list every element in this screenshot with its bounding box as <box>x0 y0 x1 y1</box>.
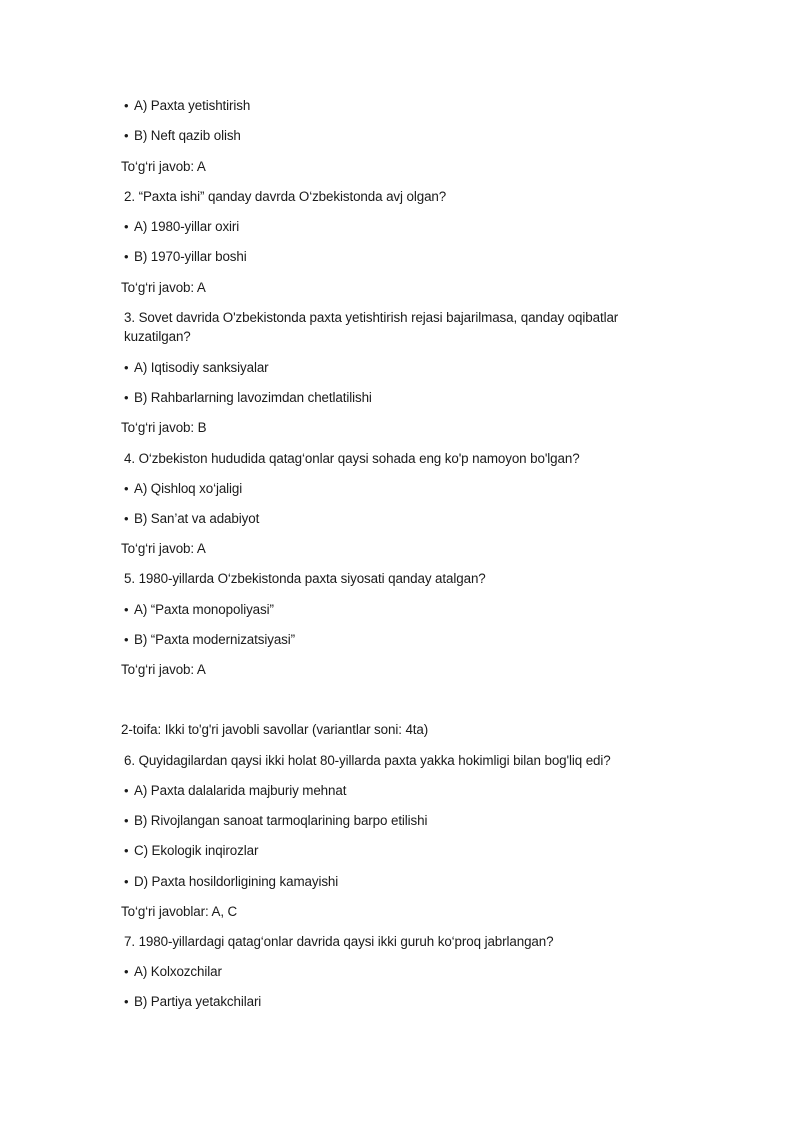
option-2b: • B) 1970-yillar boshi <box>121 247 661 266</box>
option-3b: • B) Rahbarlarning lavozimdan chetlatilishi <box>121 388 661 407</box>
option-6d: • D) Paxta hosildorligining kamayishi <box>121 872 661 891</box>
option-7b: • B) Partiya yetakchilari <box>121 992 661 1011</box>
answer-2: To‘g‘ri javob: A <box>121 280 206 295</box>
option-2a: • A) 1980-yillar oxiri <box>121 217 661 236</box>
answer-6: To‘g‘ri javoblar: A, C <box>121 904 238 919</box>
question-5: 5. 1980-yillarda O‘zbekistonda paxta siyosati qanday atalgan? <box>124 571 486 586</box>
option-4b: • B) San’at va adabiyot <box>121 509 661 528</box>
section-heading: 2-toifa: Ikki to'g'ri javobli savollar (variantlar soni: 4ta) <box>121 722 429 737</box>
option-6b: • B) Rivojlangan sanoat tarmoqlarining barpo etilishi <box>121 811 661 830</box>
option-3a: • A) Iqtisodiy sanksiyalar <box>121 358 661 377</box>
option-1b: • B) Neft qazib olish <box>121 126 661 145</box>
option-6c: • C) Ekologik inqirozlar <box>121 841 661 860</box>
option-5a: • A) “Paxta monopoliyasi” <box>121 600 661 619</box>
answer-1: To‘g‘ri javob: A <box>121 159 206 174</box>
answer-3: To‘g‘ri javob: B <box>121 420 207 435</box>
option-5b: • B) “Paxta modernizatsiyasi” <box>121 630 661 649</box>
question-2: 2. “Paxta ishi” qanday davrda O‘zbekistonda avj olgan? <box>124 189 447 204</box>
answer-4: To‘g‘ri javob: A <box>121 541 206 556</box>
answer-5: To‘g‘ri javob: A <box>121 662 206 677</box>
option-1a: • A) Paxta yetishtirish <box>121 96 661 115</box>
question-7: 7. 1980-yillardagi qatag‘onlar davrida qaysi ikki guruh ko‘proq jabrlangan? <box>124 934 554 949</box>
option-4a: • A) Qishloq xo‘jaligi <box>121 479 661 498</box>
question-6: 6. Quyidagilardan qaysi ikki holat 80-yillarda paxta yakka hokimligi bilan bog'liq edi? <box>124 753 611 768</box>
option-6a: • A) Paxta dalalarida majburiy mehnat <box>121 781 661 800</box>
question-3: 3. Sovet davrida O'zbekistonda paxta yetishtirish rejasi bajarilmasa, qanday oqibatlar kuzatilgan? <box>124 310 619 344</box>
question-4: 4. O‘zbekiston hududida qatag‘onlar qaysi sohada eng ko'p namoyon bo'lgan? <box>124 451 580 466</box>
option-7a: • A) Kolxozchilar <box>121 962 661 981</box>
